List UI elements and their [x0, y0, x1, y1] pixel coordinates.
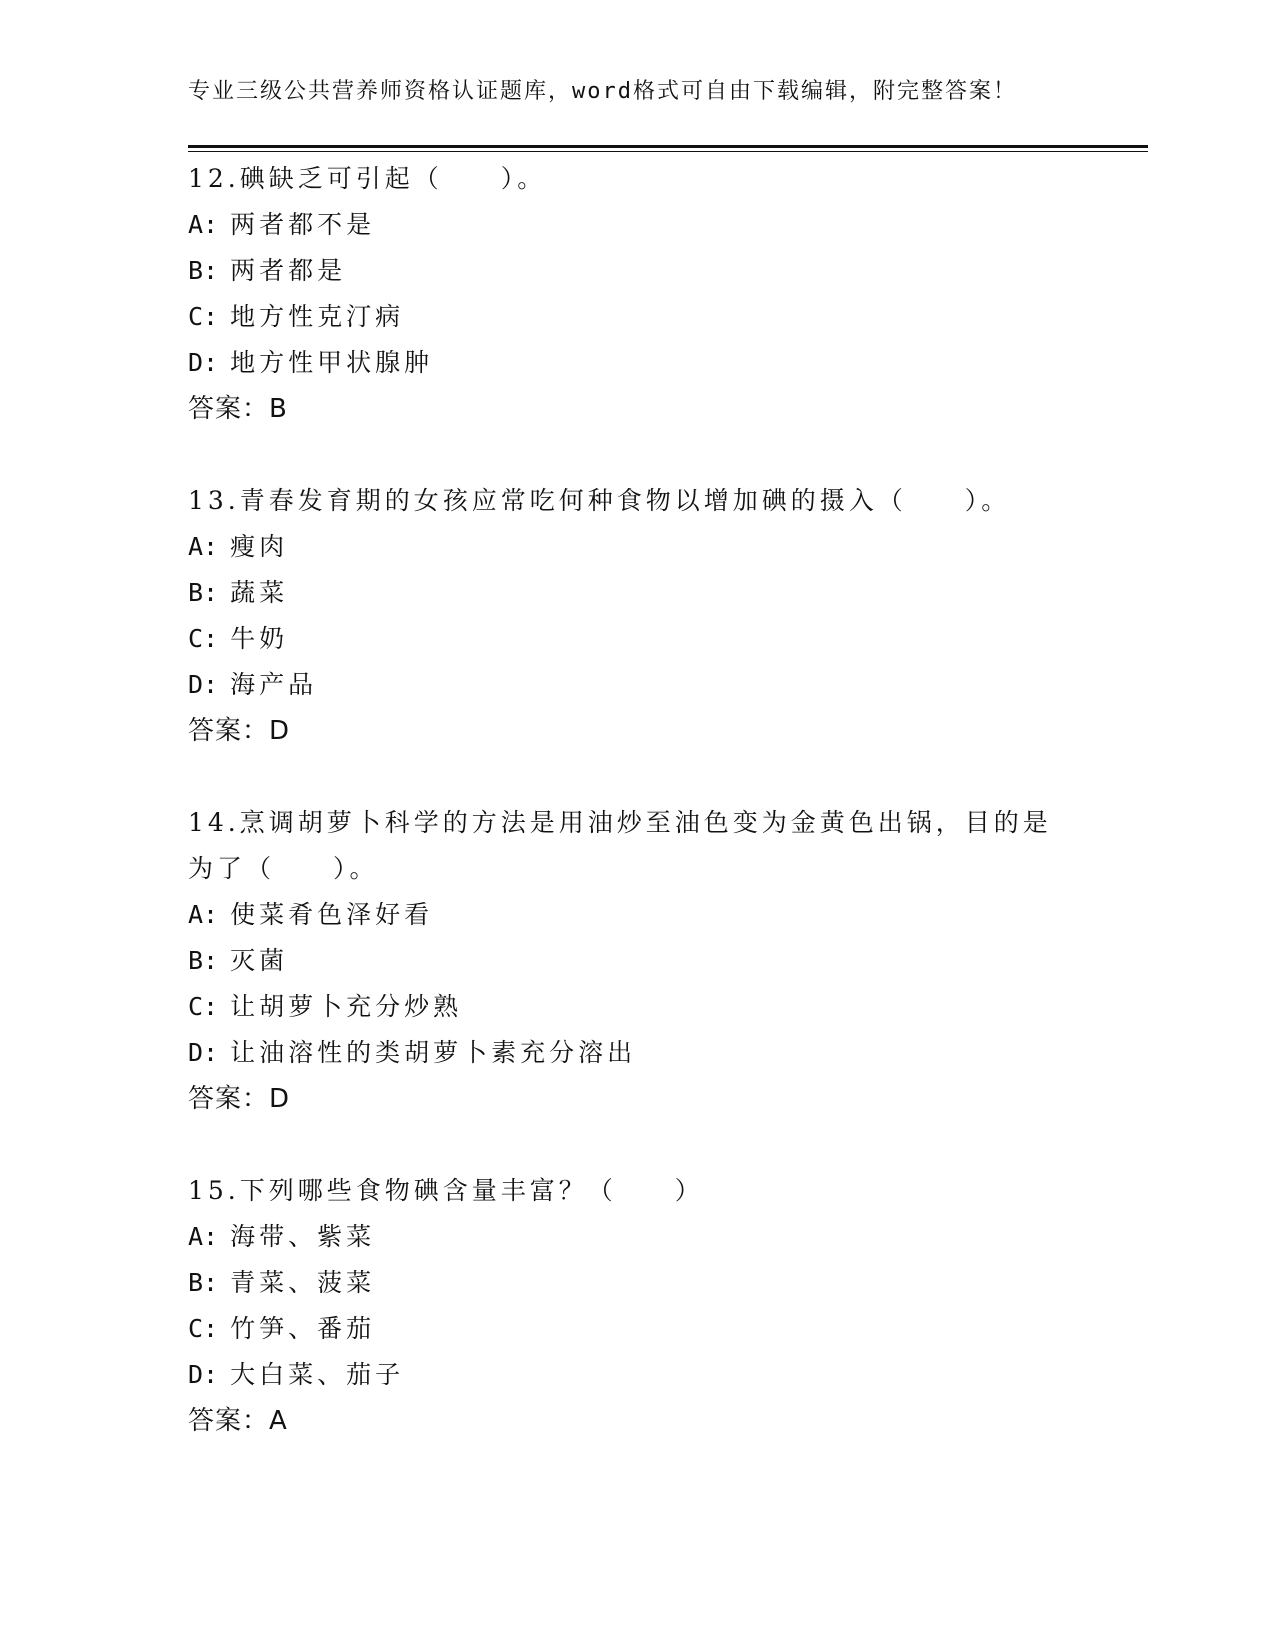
- option-d: [188, 1352, 1088, 1398]
- option-letter: D:: [188, 348, 219, 377]
- option-letter: D:: [188, 1038, 219, 1067]
- option-text: 海带、紫菜: [230, 1222, 376, 1251]
- option-b: [188, 938, 1088, 984]
- option-text: 竹笋、番茄: [230, 1314, 376, 1343]
- answer-value: D: [269, 1084, 291, 1114]
- answer-label: 答案：: [188, 716, 270, 746]
- question-stem: 12.碘缺乏可引起（ ）。: [188, 164, 547, 193]
- option-c: [188, 616, 1088, 662]
- answer-value: B: [269, 394, 288, 424]
- answer-line: [188, 386, 1088, 432]
- question-stem: 14.烹调胡萝卜科学的方法是用油炒至油色变为金黄色出锅，目的是为了（ ）。: [188, 808, 1052, 883]
- answer-value: D: [269, 716, 291, 746]
- option-letter: B:: [188, 578, 219, 607]
- option-letter: C:: [188, 1314, 219, 1343]
- option-letter: A:: [188, 532, 219, 561]
- answer-value: A: [269, 1406, 288, 1436]
- option-c: [188, 294, 1088, 340]
- option-d: [188, 662, 1088, 708]
- header-divider-thick: [188, 145, 1148, 148]
- answer-line: [188, 1398, 1088, 1444]
- option-letter: C:: [188, 992, 219, 1021]
- option-text: 使菜肴色泽好看: [230, 900, 434, 929]
- header-divider-thin: [188, 151, 1148, 152]
- option-letter: D:: [188, 670, 219, 699]
- option-letter: B:: [188, 256, 219, 285]
- option-letter: A:: [188, 1222, 219, 1251]
- option-d: [188, 1030, 1088, 1076]
- option-text: 蔬菜: [230, 578, 289, 607]
- answer-line: [188, 708, 1088, 754]
- option-b: [188, 248, 1088, 294]
- answer-line: [188, 1076, 1088, 1122]
- option-letter: B:: [188, 946, 219, 975]
- option-a: [188, 202, 1088, 248]
- question-14: [188, 800, 1088, 1122]
- option-text: 海产品: [230, 670, 318, 699]
- option-a: [188, 524, 1088, 570]
- answer-label: 答案：: [188, 1084, 270, 1114]
- question-list: [188, 156, 1088, 1490]
- option-text: 让胡萝卜充分炒熟: [230, 992, 463, 1021]
- question-12: [188, 156, 1088, 432]
- option-letter: C:: [188, 302, 219, 331]
- option-text: 两者都是: [230, 256, 347, 285]
- option-letter: A:: [188, 210, 219, 239]
- option-text: 地方性甲状腺肿: [230, 348, 434, 377]
- option-letter: C:: [188, 624, 219, 653]
- option-text: 瘦肉: [230, 532, 289, 561]
- question-13: [188, 478, 1088, 754]
- option-letter: B:: [188, 1268, 219, 1297]
- option-c: [188, 984, 1088, 1030]
- option-text: 大白菜、茄子: [230, 1360, 405, 1389]
- option-text: 两者都不是: [230, 210, 376, 239]
- question-stem: 15.下列哪些食物碘含量丰富？（ ）: [188, 1176, 704, 1205]
- question-15: [188, 1168, 1088, 1444]
- question-stem: 13.青春发育期的女孩应常吃何种食物以增加碘的摄入（ ）。: [188, 486, 1011, 515]
- option-text: 牛奶: [230, 624, 289, 653]
- option-c: [188, 1306, 1088, 1352]
- option-text: 地方性克汀病: [230, 302, 405, 331]
- option-text: 青菜、菠菜: [230, 1268, 376, 1297]
- option-b: [188, 570, 1088, 616]
- option-letter: A:: [188, 900, 219, 929]
- option-a: [188, 892, 1088, 938]
- answer-label: 答案：: [188, 1406, 270, 1436]
- option-a: [188, 1214, 1088, 1260]
- answer-label: 答案：: [188, 394, 270, 424]
- option-b: [188, 1260, 1088, 1306]
- option-letter: D:: [188, 1360, 219, 1389]
- option-text: 灭菌: [230, 946, 289, 975]
- option-d: [188, 340, 1088, 386]
- option-text: 让油溶性的类胡萝卜素充分溶出: [230, 1038, 637, 1067]
- page-header: 专业三级公共营养师资格认证题库，word格式可自由下载编辑，附完整答案！: [188, 79, 1017, 104]
